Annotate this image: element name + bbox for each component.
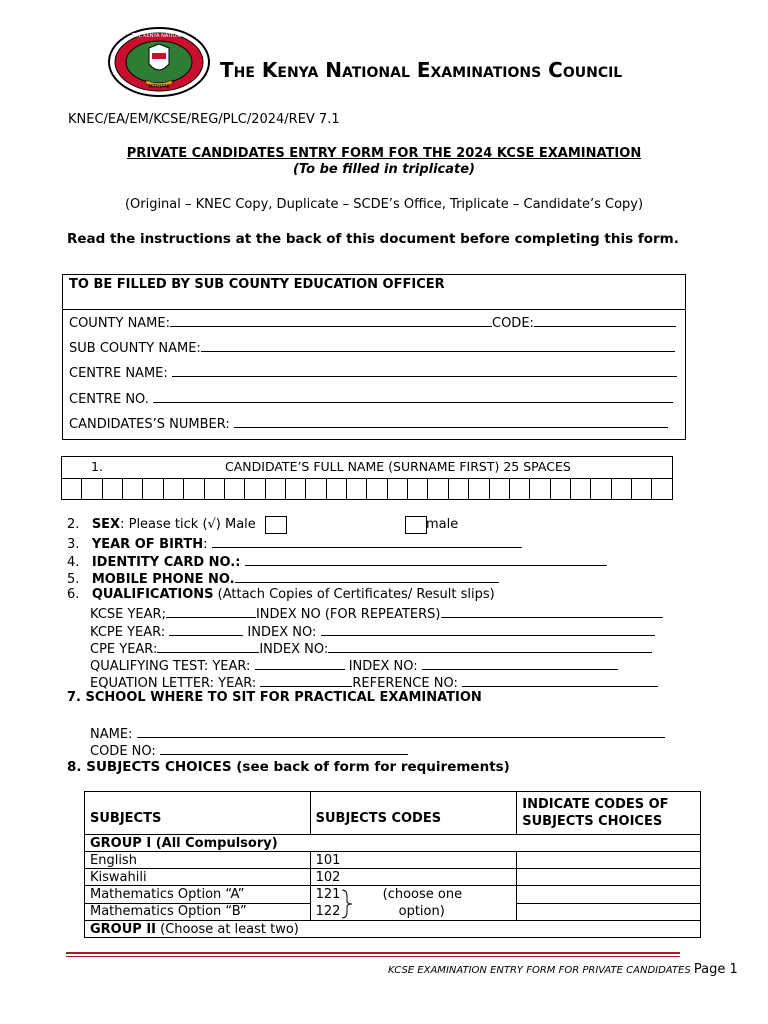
name-box-label: CANDIDATE’S FULL NAME (SURNAME FIRST) 25 SPACES <box>225 459 571 474</box>
school-code-field[interactable]: CODE NO: <box>90 741 408 759</box>
name-letter-cells[interactable] <box>62 479 672 499</box>
form-title: PRIVATE CANDIDATES ENTRY FORM FOR THE 2024 KCSE EXAMINATION <box>126 146 642 161</box>
copies-note: (Original – KNEC Copy, Duplicate – SCDE’s Office, Triplicate – Candidate’s Copy) <box>124 197 644 212</box>
form-reference: KNEC/EA/EM/KCSE/REG/PLC/2024/REV 7.1 <box>68 112 340 127</box>
table-row: Kiswahili 102 <box>85 869 701 886</box>
sub-county-field[interactable]: SUB COUNTY NAME: <box>69 338 675 356</box>
group1-row: GROUP I (All Compulsory) <box>85 835 701 852</box>
col-codes: SUBJECTS CODES <box>310 792 517 835</box>
table-row: English 101 <box>85 852 701 869</box>
svg-text:MTIHANI: MTIHANI <box>148 84 170 90</box>
female-checkbox[interactable] <box>405 516 427 534</box>
equation-letter-field[interactable]: EQUATION LETTER: YEAR: REFERENCE NO: <box>90 673 658 691</box>
knec-seal-logo <box>106 26 212 98</box>
instructions-note: Read the instructions at the back of this document before completing this form. <box>67 231 679 247</box>
footer-text: KCSE EXAMINATION ENTRY FORM FOR PRIVATE CANDIDATES Page 1 <box>388 962 738 977</box>
form-subtitle: (To be filled in triplicate) <box>292 162 476 177</box>
choice-cell[interactable] <box>517 852 701 869</box>
footer-rule <box>66 952 680 954</box>
table-header-row <box>85 792 701 835</box>
county-field[interactable]: COUNTY NAME: CODE: <box>69 313 676 331</box>
brace-icon <box>341 889 353 919</box>
candidate-name-box <box>61 456 673 500</box>
mobile-phone-field[interactable]: 5. MOBILE PHONE NO. <box>67 569 499 587</box>
practical-school-heading: 7. SCHOOL WHERE TO SIT FOR PRACTICAL EXAMINATION <box>67 690 482 705</box>
table-row: Mathematics Option “B” <box>85 903 701 921</box>
sco-box-heading: TO BE FILLED BY SUB COUNTY EDUCATION OFFICER <box>69 277 445 292</box>
svg-text:THE KENYA NATIONAL: THE KENYA NATIONAL <box>131 33 187 39</box>
female-label: male <box>426 517 459 532</box>
table-row: Mathematics Option “A” 121 122 (choose one option) <box>85 886 701 904</box>
year-of-birth-field[interactable]: 3. YEAR OF BIRTH: <box>67 534 522 552</box>
col-subjects: SUBJECTS <box>85 792 311 835</box>
centre-no-field[interactable]: CENTRE NO. <box>69 389 673 407</box>
col-choices: INDICATE CODES OF SUBJECTS CHOICES <box>517 792 701 835</box>
choice-cell[interactable] <box>517 869 701 886</box>
sco-box <box>62 274 686 440</box>
cpe-year-field[interactable]: CPE YEAR: INDEX NO: <box>90 639 652 657</box>
choice-cell[interactable] <box>517 886 701 904</box>
name-item-number: 1. <box>91 459 103 474</box>
choice-cell[interactable] <box>517 903 701 921</box>
qualifications-item: 6. QUALIFICATIONS (Attach Copies of Certificates/ Result slips) <box>67 587 495 602</box>
kcpe-year-field[interactable]: KCPE YEAR: INDEX NO: <box>90 622 655 640</box>
school-name-field[interactable]: NAME: <box>90 724 665 742</box>
subjects-choices-heading: 8. SUBJECTS CHOICES (see back of form for requirements) <box>67 759 510 775</box>
id-card-field[interactable]: 4. IDENTITY CARD NO.: <box>67 552 607 570</box>
male-checkbox[interactable] <box>265 516 287 534</box>
group2-row: GROUP II (Choose at least two) <box>85 921 701 938</box>
page-number: Page 1 <box>693 962 738 977</box>
kcse-year-field[interactable]: KCSE YEAR; INDEX NO (FOR REPEATERS) <box>90 604 663 622</box>
subjects-table <box>84 791 701 938</box>
org-name: The Kenya National Examinations Council <box>220 58 623 82</box>
sex-item: 2. SEX: Please tick (√) Male <box>67 517 256 532</box>
qualifying-test-field[interactable]: QUALIFYING TEST: YEAR: INDEX NO: <box>90 656 618 674</box>
candidates-number-field[interactable]: CANDIDATES’S NUMBER: <box>69 414 668 432</box>
footer-rule-thin <box>66 956 680 957</box>
centre-name-field[interactable]: CENTRE NAME: <box>69 363 677 381</box>
